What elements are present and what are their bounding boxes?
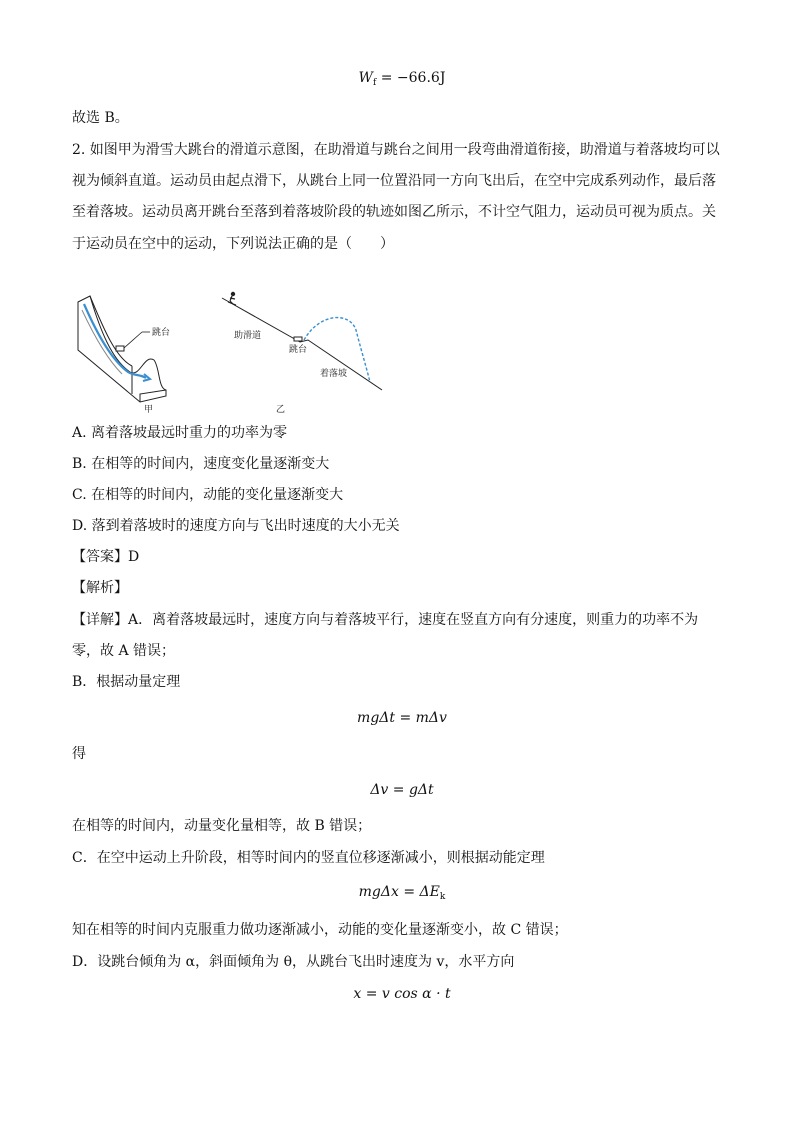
label-tiaotai-jia: 跳台 bbox=[152, 328, 171, 338]
detail-c-line-2: 知在相等的时间内克服重力做功逐渐减小，动能的变化量逐渐变小，故 C 错误； bbox=[72, 922, 568, 938]
formula-energy bbox=[72, 882, 732, 907]
label-jia: 甲 bbox=[144, 405, 154, 415]
formula-wf-sub: f bbox=[372, 78, 377, 88]
ski-jump-figure bbox=[70, 290, 400, 420]
figure-jia-leader bbox=[124, 332, 142, 348]
option-d: D. 落到着落坡时的速度方向与飞出时速度的大小无关 bbox=[72, 518, 400, 534]
option-b: B. 在相等的时间内，速度变化量逐渐变大 bbox=[72, 456, 330, 472]
formula-wf-rhs: = −66.6J bbox=[376, 70, 446, 86]
analysis-tag: 【解析】 bbox=[72, 580, 128, 596]
formula-energy-sub: k bbox=[439, 892, 446, 902]
detail-d-line-1: D．设跳台倾角为 α，斜面倾角为 θ，从跳台飞出时速度为 v，水平方向 bbox=[72, 954, 515, 970]
formula-dv: Δv = gΔt bbox=[370, 782, 434, 798]
formula-momentum: mgΔt = mΔv bbox=[357, 710, 447, 726]
formula-energy-main: mgΔx = ΔE bbox=[358, 884, 440, 900]
option-c: C. 在相等的时间内，动能的变化量逐渐变大 bbox=[72, 487, 344, 503]
formula-wf-lhs: W bbox=[358, 70, 373, 86]
detail-a-line-1: 【详解】A．离着落坡最远时，速度方向与着落坡平行，速度在竖直方向有分速度，则重力的功率不为 bbox=[72, 612, 699, 628]
question-line-3: 至着落坡。运动员离开跳台至落到着落坡阶段的轨迹如图乙所示，不计空气阻力，运动员可视为质点。关 bbox=[72, 204, 716, 220]
question-line-4: 于运动员在空中的运动，下列说法正确的是（ ） bbox=[72, 236, 394, 252]
formula-work-friction bbox=[72, 68, 732, 93]
answer-line bbox=[72, 547, 732, 567]
skier-icon bbox=[228, 292, 236, 305]
label-yi: 乙 bbox=[276, 405, 286, 415]
figure-yi-diagram bbox=[222, 298, 382, 390]
question-line-1: 2. 如图甲为滑雪大跳台的滑道示意图，在助滑道与跳台之间用一段弯曲滑道衔接，助滑道与着落坡均可以 bbox=[72, 142, 720, 158]
detail-de: 得 bbox=[72, 746, 86, 762]
detail-b-line-2: 在相等的时间内，动量变化量相等，故 B 错误； bbox=[72, 818, 372, 834]
detail-b-line-1: B．根据动量定理 bbox=[72, 674, 181, 690]
label-tiaotai-yi: 跳台 bbox=[289, 345, 308, 355]
detail-a-line-2: 零，故 A 错误； bbox=[72, 643, 176, 659]
label-zhuoluopo: 着落坡 bbox=[320, 369, 348, 379]
option-a: A. 离着落坡最远时重力的功率为零 bbox=[72, 425, 288, 441]
select-line: 故选 B。 bbox=[72, 110, 129, 126]
question-line-2: 视为倾斜直道。运动员由起点滑下，从跳台上同一位置沿同一方向飞出后，在空中完成系列动作，最后落 bbox=[72, 173, 716, 189]
label-zhuhuadao: 助滑道 bbox=[234, 331, 262, 341]
answer-tag: 【答案】 bbox=[72, 549, 128, 565]
formula-x: x = v cos α · t bbox=[353, 986, 451, 1002]
figure-jia-diagram bbox=[78, 296, 166, 402]
answer-value: D bbox=[128, 549, 140, 565]
detail-c-line-1: C．在空中运动上升阶段，相等时间内的竖直位移逐渐减小，则根据动能定理 bbox=[72, 850, 545, 866]
